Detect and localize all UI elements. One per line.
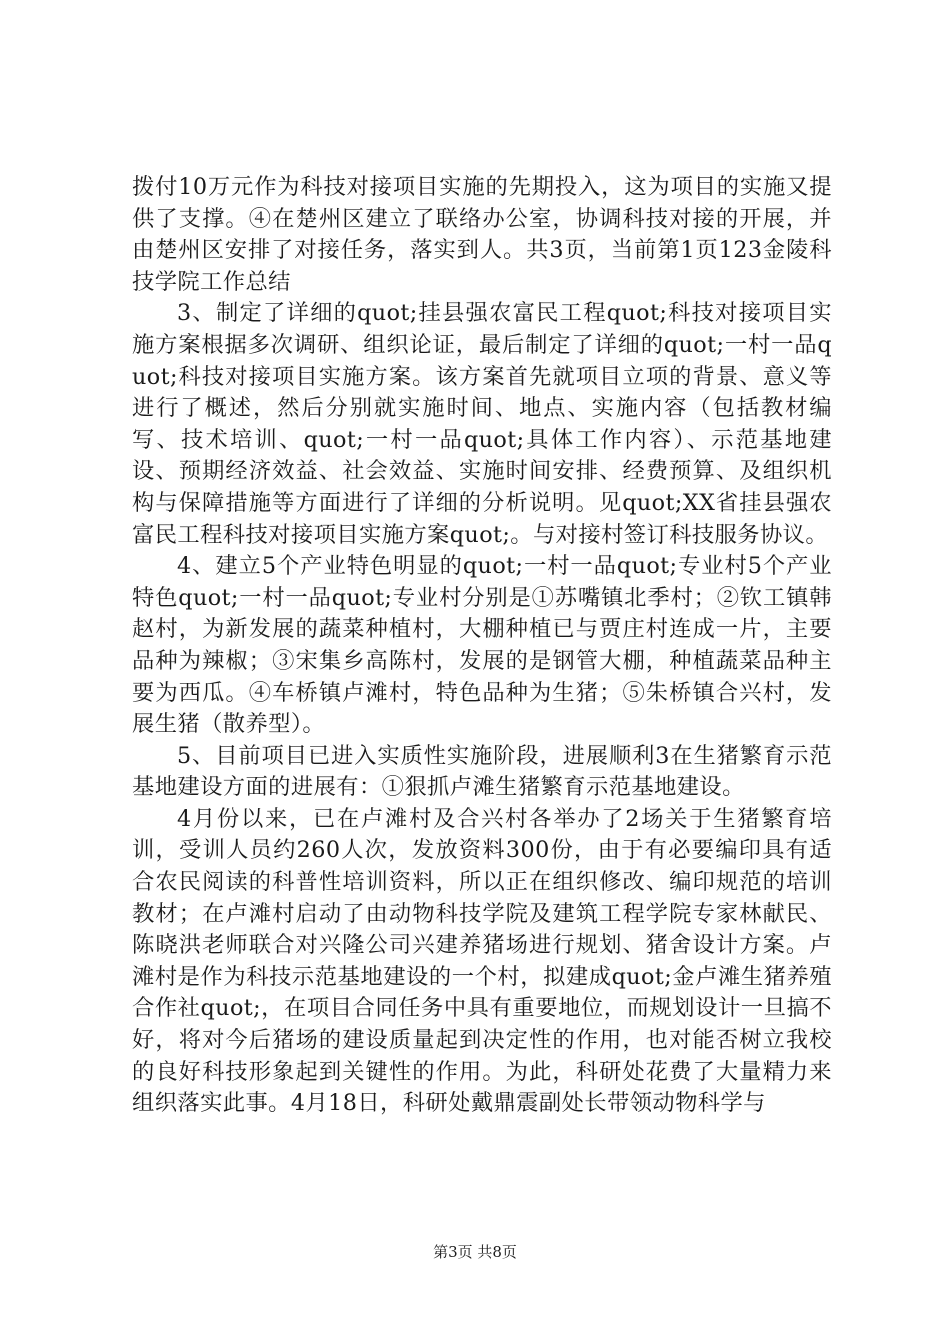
paragraph-5: 4月份以来，已在卢滩村及合兴村各举办了2场关于生猪繁育培训，受训人员约260人次，发放资料300份，由于有必要编印具有适合农民阅读的科普性培训资料，所以正在组织修改、编印规范的培训教材；在卢滩村启动了由动物科技学院及建筑工程学院专家林献民、陈晓洪老师联合对兴隆公司兴建养猪场进行规划、猪舍设计方案。卢滩村是作为科技示范基地建设的一个村，拟建成quot;金卢滩生猪养殖合作社quot;，在项目合同任务中具有重要地位，而规划设计一旦搞不好，将对今后猪场的建设质量起到决定性的作用，也对能否树立我校的良好科技形象起到关键性的作用。为此，科研处花费了大量精力来组织落实此事。4月18日，科研处戴鼎震副处长带领动物科学与	[132, 805, 832, 1117]
paragraph-4: 5、目前项目已进入实质性实施阶段，进展顺利3在生猪繁育示范基地建设方面的进展有：①狠抓卢滩生猪繁育示范基地建设。	[132, 742, 832, 801]
page-footer: 第3页 共8页	[433, 1243, 517, 1261]
paragraph-3: 4、建立5个产业特色明显的quot;一村一品quot;专业村5个产业特色quot;一村一品quot;专业村分别是①苏嘴镇北季村；②钦工镇韩赵村，为新发展的蔬菜种植村，大棚种植已与贾庄村连成一片，主要品种为辣椒；③宋集乡高陈村，发展的是钢管大棚，种植蔬菜品种主要为西瓜。④车桥镇卢滩村，特色品种为生猪；⑤朱桥镇合兴村，发展生猪（散养型）。	[132, 553, 832, 738]
paragraph-1: 拨付10万元作为科技对接项目实施的先期投入，这为项目的实施又提供了支撑。④在楚州区建立了联络办公室，协调科技对接的开展，并由楚州区安排了对接任务，落实到人。共3页，当前第1页123金陵科技学院工作总结	[132, 174, 832, 295]
paragraph-2: 3、制定了详细的quot;挂县强农富民工程quot;科技对接项目实施方案根据多次调研、组织论证，最后制定了详细的quot;一村一品quot;科技对接项目实施方案。该方案首先就项目立项的背景、意义等进行了概述，然后分别就实施时间、地点、实施内容（包括教材编写、技术培训、quot;一村一品quot;具体工作内容）、示范基地建设、预期经济效益、社会效益、实施时间安排、经费预算、及组织机构与保障措施等方面进行了详细的分析说明。见quot;XX省挂县强农富民工程科技对接项目实施方案quot;。与对接村签订科技服务协议。	[132, 300, 832, 548]
document-body	[132, 172, 832, 1120]
